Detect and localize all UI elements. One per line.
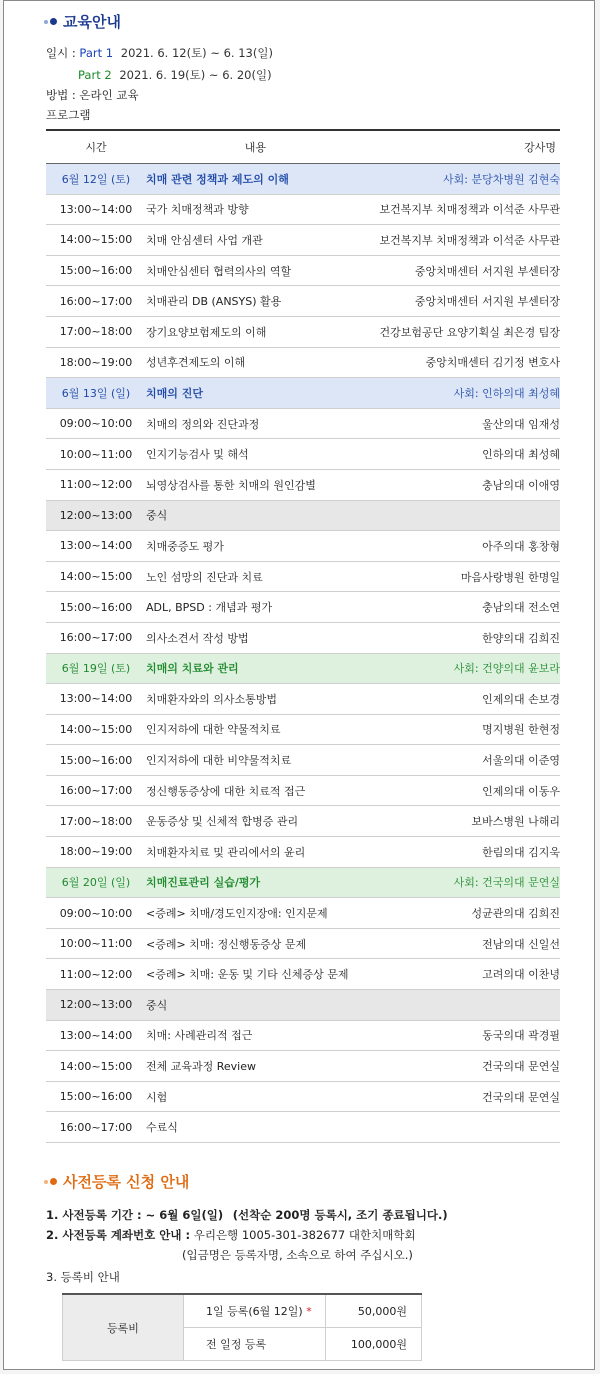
header-topic: 내용 [146,130,365,164]
table-header-row [46,130,560,164]
fee-item-1: 1일 등록(6월 12일) [206,1305,303,1318]
cell-speaker: 충남의대 전소연 [365,592,560,623]
cell-time: 18:00~19:00 [46,837,146,868]
cell-speaker [365,500,560,531]
cell-speaker: 사회: 건양의대 윤보라 [365,653,560,684]
table-row [46,592,560,623]
cell-topic: 치매환자치료 및 관리에서의 윤리 [146,837,365,868]
table-row [46,622,560,653]
fee-amount-1: 50,000원 [326,1294,422,1328]
cell-speaker: 인하의대 최성혜 [365,439,560,470]
cell-speaker: 사회: 인하의대 최성혜 [365,378,560,409]
cell-time: 11:00~12:00 [46,959,146,990]
cell-speaker: 건국의대 문연실 [365,1081,560,1112]
bullet-dots-icon [44,18,57,25]
reg-fee-label: 3. 등록비 안내 [46,1270,120,1284]
cell-time: 12:00~13:00 [46,500,146,531]
registration-section-title [44,1171,189,1192]
header-time: 시간 [46,130,146,164]
cell-time: 13:00~14:00 [46,531,146,562]
cell-topic: 인지저하에 대한 약물적치료 [146,714,365,745]
cell-topic: 정신행동증상에 대한 치료적 접근 [146,775,365,806]
cell-time: 15:00~16:00 [46,745,146,776]
table-row [46,928,560,959]
cell-topic: ADL, BPSD : 개념과 평가 [146,592,365,623]
day-header-row [46,867,560,898]
table-row [46,561,560,592]
fee-amount-2: 100,000원 [326,1328,422,1361]
cell-topic: 치매의 정의와 진단과정 [146,408,365,439]
cell-time: 14:00~15:00 [46,714,146,745]
part2-date: 2021. 6. 19(토) ~ 6. 20(일) [119,68,272,82]
cell-speaker: 한양의대 김희진 [365,622,560,653]
cell-time: 6월 19일 (토) [46,653,146,684]
cell-speaker: 고려의대 이찬녕 [365,959,560,990]
part1-date: 2021. 6. 12(토) ~ 6. 13(일) [120,46,273,60]
cell-time: 13:00~14:00 [46,194,146,225]
cell-time: 17:00~18:00 [46,316,146,347]
cell-speaker: 보건복지부 치매정책과 이석준 사무관 [365,225,560,256]
table-row [46,469,560,500]
cell-time: 16:00~17:00 [46,1112,146,1143]
table-row [46,1112,560,1143]
cell-speaker [365,1112,560,1143]
schedule-part2 [78,67,272,83]
cell-topic: 국가 치매정책과 방향 [146,194,365,225]
fee-row [63,1294,422,1328]
cell-topic: 치매의 치료와 관리 [146,653,365,684]
cell-time: 6월 12일 (토) [46,164,146,195]
cell-time: 16:00~17:00 [46,775,146,806]
table-row [46,1081,560,1112]
cell-speaker: 보바스병원 나해리 [365,806,560,837]
lunch-break-row [46,500,560,531]
cell-speaker [365,990,560,1021]
fee-header: 등록비 [63,1294,184,1361]
cell-speaker: 서울의대 이준영 [365,745,560,776]
table-row [46,408,560,439]
cell-speaker: 한림의대 김지욱 [365,837,560,868]
fee-star: * [306,1305,312,1318]
part2-label: Part 2 [78,68,112,82]
cell-topic: 치매관리 DB (ANSYS) 활용 [146,286,365,317]
table-row [46,225,560,256]
cell-speaker: 중앙치매센터 서지원 부센터장 [365,286,560,317]
cell-topic: 치매: 사례관리적 접근 [146,1020,365,1051]
edu-title-text: 교육안내 [63,13,121,31]
cell-time: 14:00~15:00 [46,1051,146,1082]
cell-speaker: 울산의대 임재성 [365,408,560,439]
cell-topic: 시험 [146,1081,365,1112]
fee-item-2: 전 일정 등록 [184,1328,326,1361]
cell-topic: 전체 교육과정 Review [146,1051,365,1082]
reg-period-note: (선착순 200명 등록시, 조기 종료됩니다.) [232,1208,448,1222]
cell-time: 13:00~14:00 [46,684,146,715]
table-row [46,959,560,990]
cell-speaker: 중앙치매센터 서지원 부센터장 [365,255,560,286]
reg-account-note: (입금명은 등록자명, 소속으로 하여 주십시오.) [182,1248,413,1262]
cell-topic: 운동증상 및 신체적 합병증 관리 [146,806,365,837]
registration-title-text: 사전등록 신청 안내 [63,1173,190,1191]
lunch-break-row [46,990,560,1021]
cell-time: 12:00~13:00 [46,990,146,1021]
cell-time: 13:00~14:00 [46,1020,146,1051]
table-row [46,898,560,929]
cell-speaker: 명지병원 한현정 [365,714,560,745]
program-table [46,129,560,1143]
cell-speaker: 아주의대 홍창형 [365,531,560,562]
cell-speaker: 전남의대 신일선 [365,928,560,959]
cell-topic: 장기요양보험제도의 이해 [146,316,365,347]
day-header-row [46,378,560,409]
table-row [46,745,560,776]
cell-speaker: 보건복지부 치매정책과 이석준 사무관 [365,194,560,225]
table-row [46,837,560,868]
cell-speaker: 성균관의대 김희진 [365,898,560,929]
table-row [46,1051,560,1082]
cell-topic: 치매 안심센터 사업 개관 [146,225,365,256]
table-row [46,714,560,745]
cell-time: 16:00~17:00 [46,286,146,317]
table-row [46,286,560,317]
reg-account-line [46,1227,416,1243]
fee-table [62,1293,422,1361]
table-row [46,1020,560,1051]
cell-time: 14:00~15:00 [46,225,146,256]
cell-time: 15:00~16:00 [46,1081,146,1112]
cell-topic: 치매안심센터 협력의사의 역할 [146,255,365,286]
cell-time: 11:00~12:00 [46,469,146,500]
cell-topic: 치매중증도 평가 [146,531,365,562]
table-row [46,684,560,715]
table-row [46,255,560,286]
program-label: 프로그램 [46,108,91,122]
cell-topic: 중식 [146,500,365,531]
cell-speaker: 충남의대 이애영 [365,469,560,500]
cell-speaker: 건강보험공단 요양기획실 최은경 팀장 [365,316,560,347]
cell-topic: <증례> 치매/경도인지장애: 인지문제 [146,898,365,929]
cell-time: 6월 20일 (일) [46,867,146,898]
cell-speaker: 사회: 건국의대 문연실 [365,867,560,898]
table-row [46,806,560,837]
cell-speaker: 인제의대 이동우 [365,775,560,806]
cell-time: 17:00~18:00 [46,806,146,837]
table-row [46,316,560,347]
method-text: 방법 : 온라인 교육 [46,88,139,102]
cell-topic: 치매의 진단 [146,378,365,409]
cell-topic: 중식 [146,990,365,1021]
cell-time: 18:00~19:00 [46,347,146,378]
cell-topic: 치매환자와의 의사소통방법 [146,684,365,715]
header-speaker: 강사명 [365,130,560,164]
cell-time: 6월 13일 (일) [46,378,146,409]
table-row [46,194,560,225]
cell-speaker: 건국의대 문연실 [365,1051,560,1082]
cell-topic: 의사소견서 작성 방법 [146,622,365,653]
cell-topic: 수료식 [146,1112,365,1143]
cell-time: 14:00~15:00 [46,561,146,592]
table-row [46,347,560,378]
cell-topic: 인지기능검사 및 해석 [146,439,365,470]
cell-speaker: 사회: 분당차병원 김현숙 [365,164,560,195]
cell-time: 09:00~10:00 [46,898,146,929]
cell-topic: 뇌영상검사를 통한 치매의 원인감별 [146,469,365,500]
schedule-part1 [46,45,273,61]
day-header-row [46,164,560,195]
date-label: 일시 : [46,46,76,60]
program-table-body [46,164,560,1143]
cell-topic: 치매진료관리 실습/평가 [146,867,365,898]
fee-item-cell [184,1294,326,1328]
cell-speaker: 마음사랑병원 한명일 [365,561,560,592]
day-header-row [46,653,560,684]
cell-topic: 노인 섬망의 진단과 치료 [146,561,365,592]
table-row [46,775,560,806]
cell-speaker: 중앙치매센터 김기정 변호사 [365,347,560,378]
cell-time: 16:00~17:00 [46,622,146,653]
cell-topic: 인지저하에 대한 비약물적치료 [146,745,365,776]
cell-topic: 치매 관련 정책과 제도의 이해 [146,164,365,195]
part1-label: Part 1 [79,46,114,60]
cell-speaker: 인제의대 손보경 [365,684,560,715]
reg-account-number: 우리은행 1005-301-382677 대한치매학회 [193,1228,416,1242]
cell-time: 10:00~11:00 [46,439,146,470]
cell-topic: <증례> 치매: 정신행동증상 문제 [146,928,365,959]
cell-time: 15:00~16:00 [46,255,146,286]
table-row [46,531,560,562]
cell-topic: 성년후견제도의 이해 [146,347,365,378]
cell-speaker: 동국의대 곽경필 [365,1020,560,1051]
table-row [46,439,560,470]
reg-account-label: 2. 사전등록 계좌번호 안내 : [46,1228,191,1242]
cell-time: 10:00~11:00 [46,928,146,959]
reg-period-line [46,1207,448,1223]
cell-topic: <증례> 치매: 운동 및 기타 신체증상 문제 [146,959,365,990]
page-frame [3,0,595,1370]
cell-time: 15:00~16:00 [46,592,146,623]
cell-time: 09:00~10:00 [46,408,146,439]
edu-section-title [44,11,121,32]
reg-period: 1. 사전등록 기간 : ~ 6월 6일(일) [46,1208,224,1222]
bullet-dots-icon [44,1178,57,1185]
